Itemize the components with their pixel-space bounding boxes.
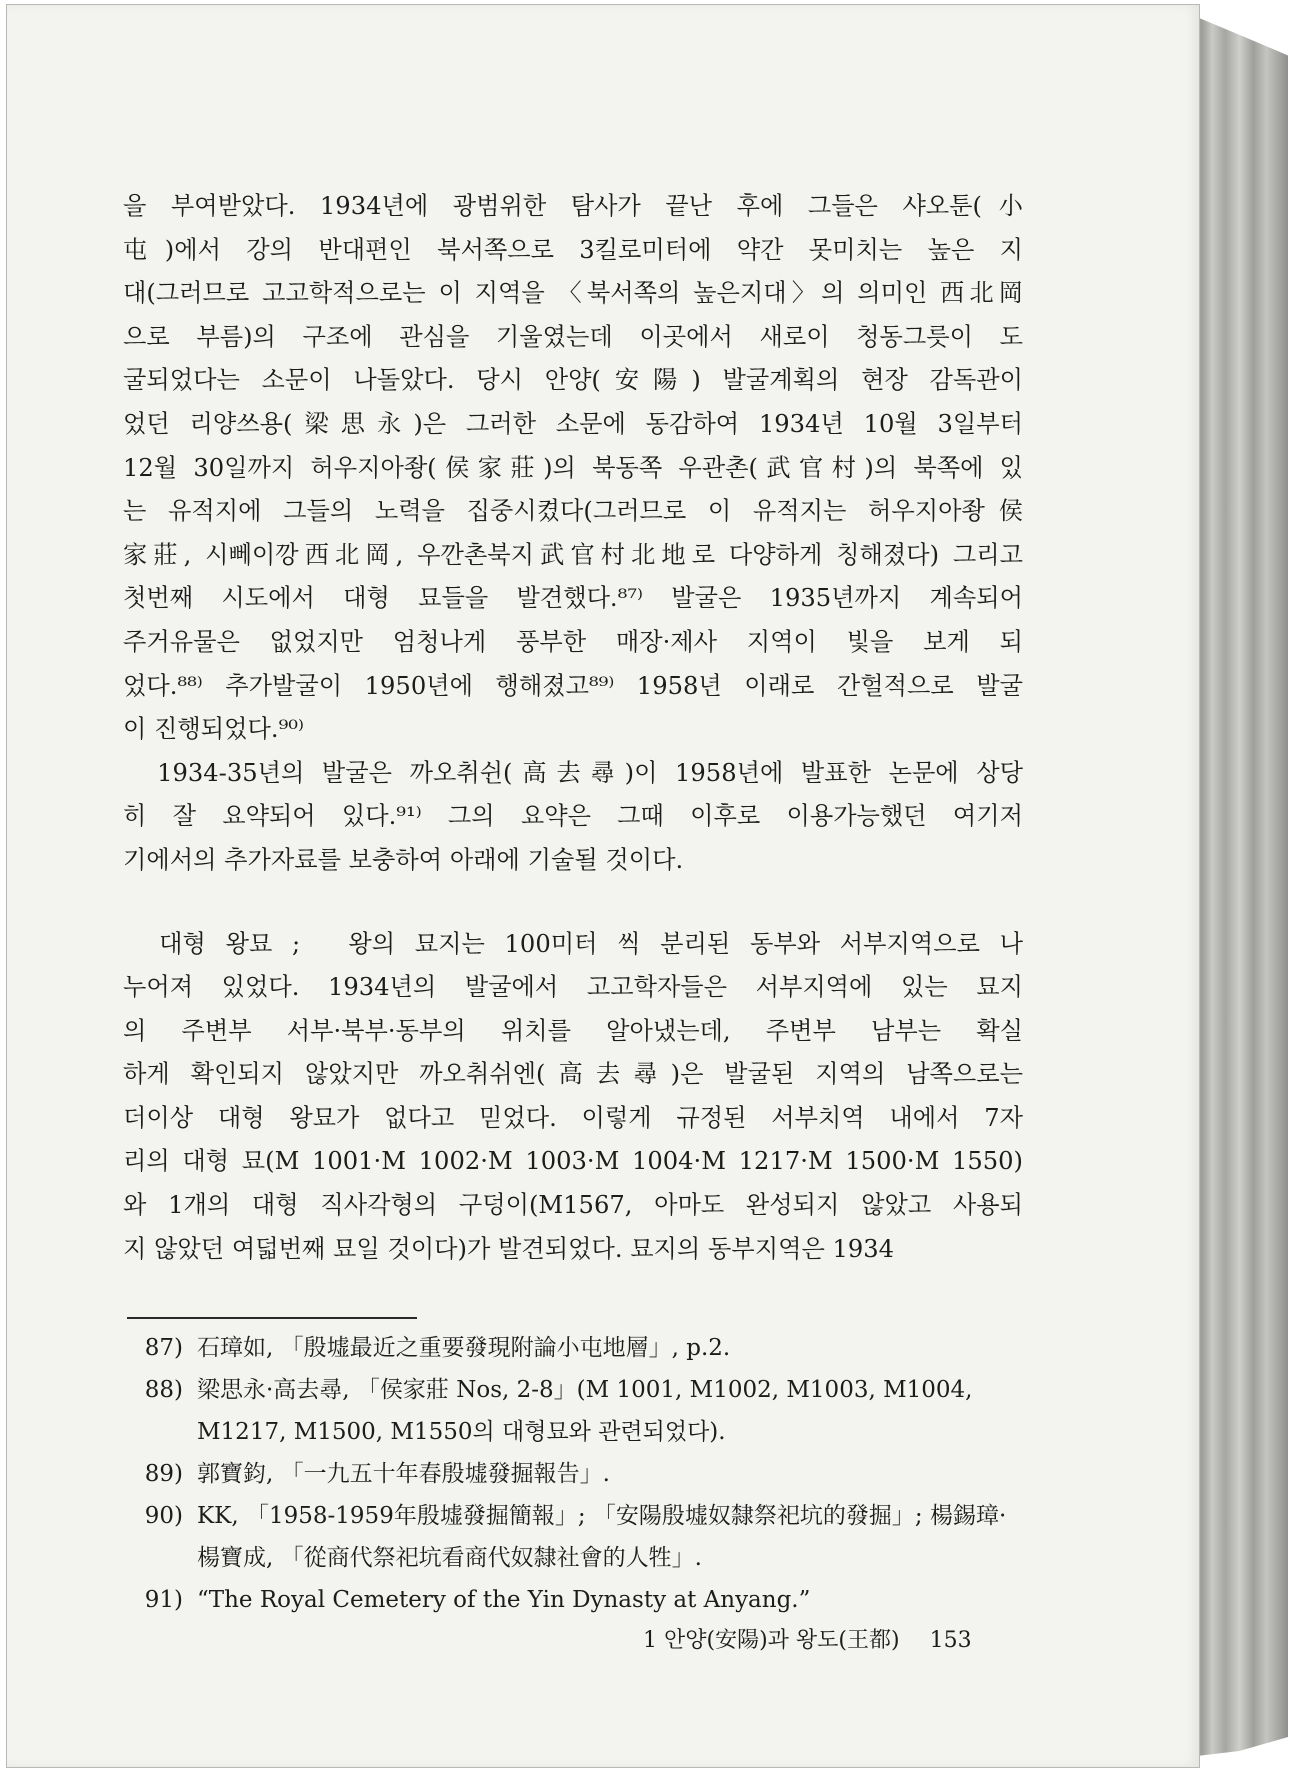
footnote-number: 91) [144, 1587, 183, 1613]
footnote-text: 郭寶鈞, 「一九五十年春殷墟發掘報告」. [197, 1461, 610, 1487]
text-line: 히 잘 요약되어 있다.⁹¹⁾ 그의 요약은 그때 이후로 이용가능했던 여기저 [123, 802, 1023, 831]
text-line: 屯)에서 강의 반대편인 북서쪽으로 3킬로미터에 약간 못미치는 높은 지 [123, 235, 1023, 264]
text-line: 더이상 대형 왕묘가 없다고 믿었다. 이렇게 규정된 서부치역 내에서 7자 [123, 1103, 1023, 1132]
text-line: 을 부여받았다. 1934년에 광범위한 탐사가 끝난 후에 그들은 샤오툰(小 [123, 192, 1023, 220]
footnote-text: “The Royal Cemetery of the Yin Dynasty at Anyang.” [197, 1587, 811, 1613]
footnote-text: 石璋如, 「殷墟最近之重要發現附論小屯地層」, p.2. [197, 1335, 731, 1361]
footnote-line [127, 1579, 1027, 1621]
footnote-number [127, 1537, 197, 1579]
text-line: 누어져 있었다. 1934년의 발굴에서 고고학자들은 서부지역에 있는 묘지 [123, 973, 1023, 1002]
text-line: 家莊, 시뻬이깡西北岡, 우깐촌북지武官村北地로 다양하게 칭해졌다) 그리고 [123, 540, 1023, 569]
running-footer [643, 1623, 972, 1654]
text-line: 1934-35년의 발굴은 까오취쉰(高去尋)이 1958년에 발표한 논문에 상당 [123, 758, 1023, 787]
text-line: 지 않았던 여덟번째 묘일 것이다)가 발견되었다. 묘지의 동부지역은 1934 [123, 1234, 895, 1263]
text-line: 이 진행되었다.⁹⁰⁾ [123, 715, 304, 744]
text-line: 었다.⁸⁸⁾ 추가발굴이 1950년에 행해졌고⁸⁹⁾ 1958년 이래로 간헐적으로 발굴 [123, 671, 1023, 700]
footnote-line [127, 1369, 1027, 1411]
paragraph-spacer [123, 883, 1023, 923]
footnote-text: 楊寶成, 「從商代祭祀坑看商代奴隸社會的人牲」. [197, 1545, 702, 1571]
text-line: 었던 리양쓰용(梁思永)은 그러한 소문에 동감하여 1934년 10월 3일부터 [123, 409, 1023, 438]
text-line: 주거유물은 없었지만 엄청나게 풍부한 매장·제사 지역이 빛을 보게 되 [123, 627, 1023, 656]
text-line: 첫번째 시도에서 대형 묘들을 발견했다.⁸⁷⁾ 발굴은 1935년까지 계속되어 [123, 584, 1023, 613]
footnote-number [127, 1411, 197, 1453]
book-page [6, 4, 1200, 1768]
footnote-line [127, 1411, 1027, 1453]
footnote-text: M1217, M1500, M1550의 대형묘와 관련되었다). [197, 1419, 726, 1445]
text-line: 대(그러므로 고고학적으로는 이 지역을 〈북서쪽의 높은지대〉의 의미인 西北岡 [123, 279, 1023, 308]
footnote-number: 88) [144, 1377, 183, 1403]
footnote-line [127, 1327, 1027, 1369]
text-line: 대형 왕묘 ; 왕의 묘지는 100미터 씩 분리된 동부와 서부지역으로 나 [123, 929, 1023, 958]
text-line: 기에서의 추가자료를 보충하여 아래에 기술될 것이다. [123, 845, 684, 874]
paragraph-2 [123, 752, 1023, 883]
text-line: 리의 대형 묘(M 1001·M 1002·M 1003·M 1004·M 1217·M 1500·M 1550) [123, 1147, 1023, 1176]
footnote-text: 梁思永·高去尋, 「侯家莊 Nos, 2-8」(M 1001, M1002, M1003, M1004, [197, 1377, 973, 1403]
footnote-divider [127, 1317, 417, 1319]
footnote-number: 90) [144, 1503, 183, 1529]
body-text [123, 185, 1023, 1271]
footnote-number: 89) [144, 1461, 183, 1487]
text-line: 와 1개의 대형 직사각형의 구덩이(M1567, 아마도 완성되지 않았고 사용되 [123, 1191, 1023, 1220]
text-line: 굴되었다는 소문이 나돌았다. 당시 안양(安陽) 발굴계획의 현장 감독관이 [123, 366, 1023, 395]
text-line: 으로 부름)의 구조에 관심을 기울였는데 이곳에서 새로이 청동그릇이 도 [123, 322, 1023, 351]
footnote-number: 87) [144, 1335, 183, 1361]
paragraph-1 [123, 185, 1023, 752]
paragraph-3 [123, 923, 1023, 1272]
text-line: 는 유적지에 그들의 노력을 집중시켰다(그러므로 이 유적지는 허우지아좡侯 [123, 497, 1023, 526]
text-line: 하게 확인되지 않았지만 까오취쉬엔(高去尋)은 발굴된 지역의 남쪽으로는 [123, 1060, 1023, 1089]
chapter-title: 1 안양(安陽)과 왕도(王都) [643, 1628, 900, 1653]
footnote-text: KK, 「1958-1959年殷墟發掘簡報」; 「安陽殷墟奴隸祭祀坑的發掘」; 楊錫璋· [197, 1503, 1007, 1529]
footnote-line [127, 1537, 1027, 1579]
footnotes [127, 1327, 1027, 1621]
footnote-line [127, 1453, 1027, 1495]
page-number: 153 [929, 1628, 972, 1653]
text-line: 의 주변부 서부·북부·동부의 위치를 알아냈는데, 주변부 남부는 확실 [123, 1016, 1023, 1045]
text-line: 12월 30일까지 허우지아좡(侯家莊)의 북동쪽 우관촌(武官村)의 북쪽에 있 [123, 453, 1023, 482]
footnote-line [127, 1495, 1027, 1537]
